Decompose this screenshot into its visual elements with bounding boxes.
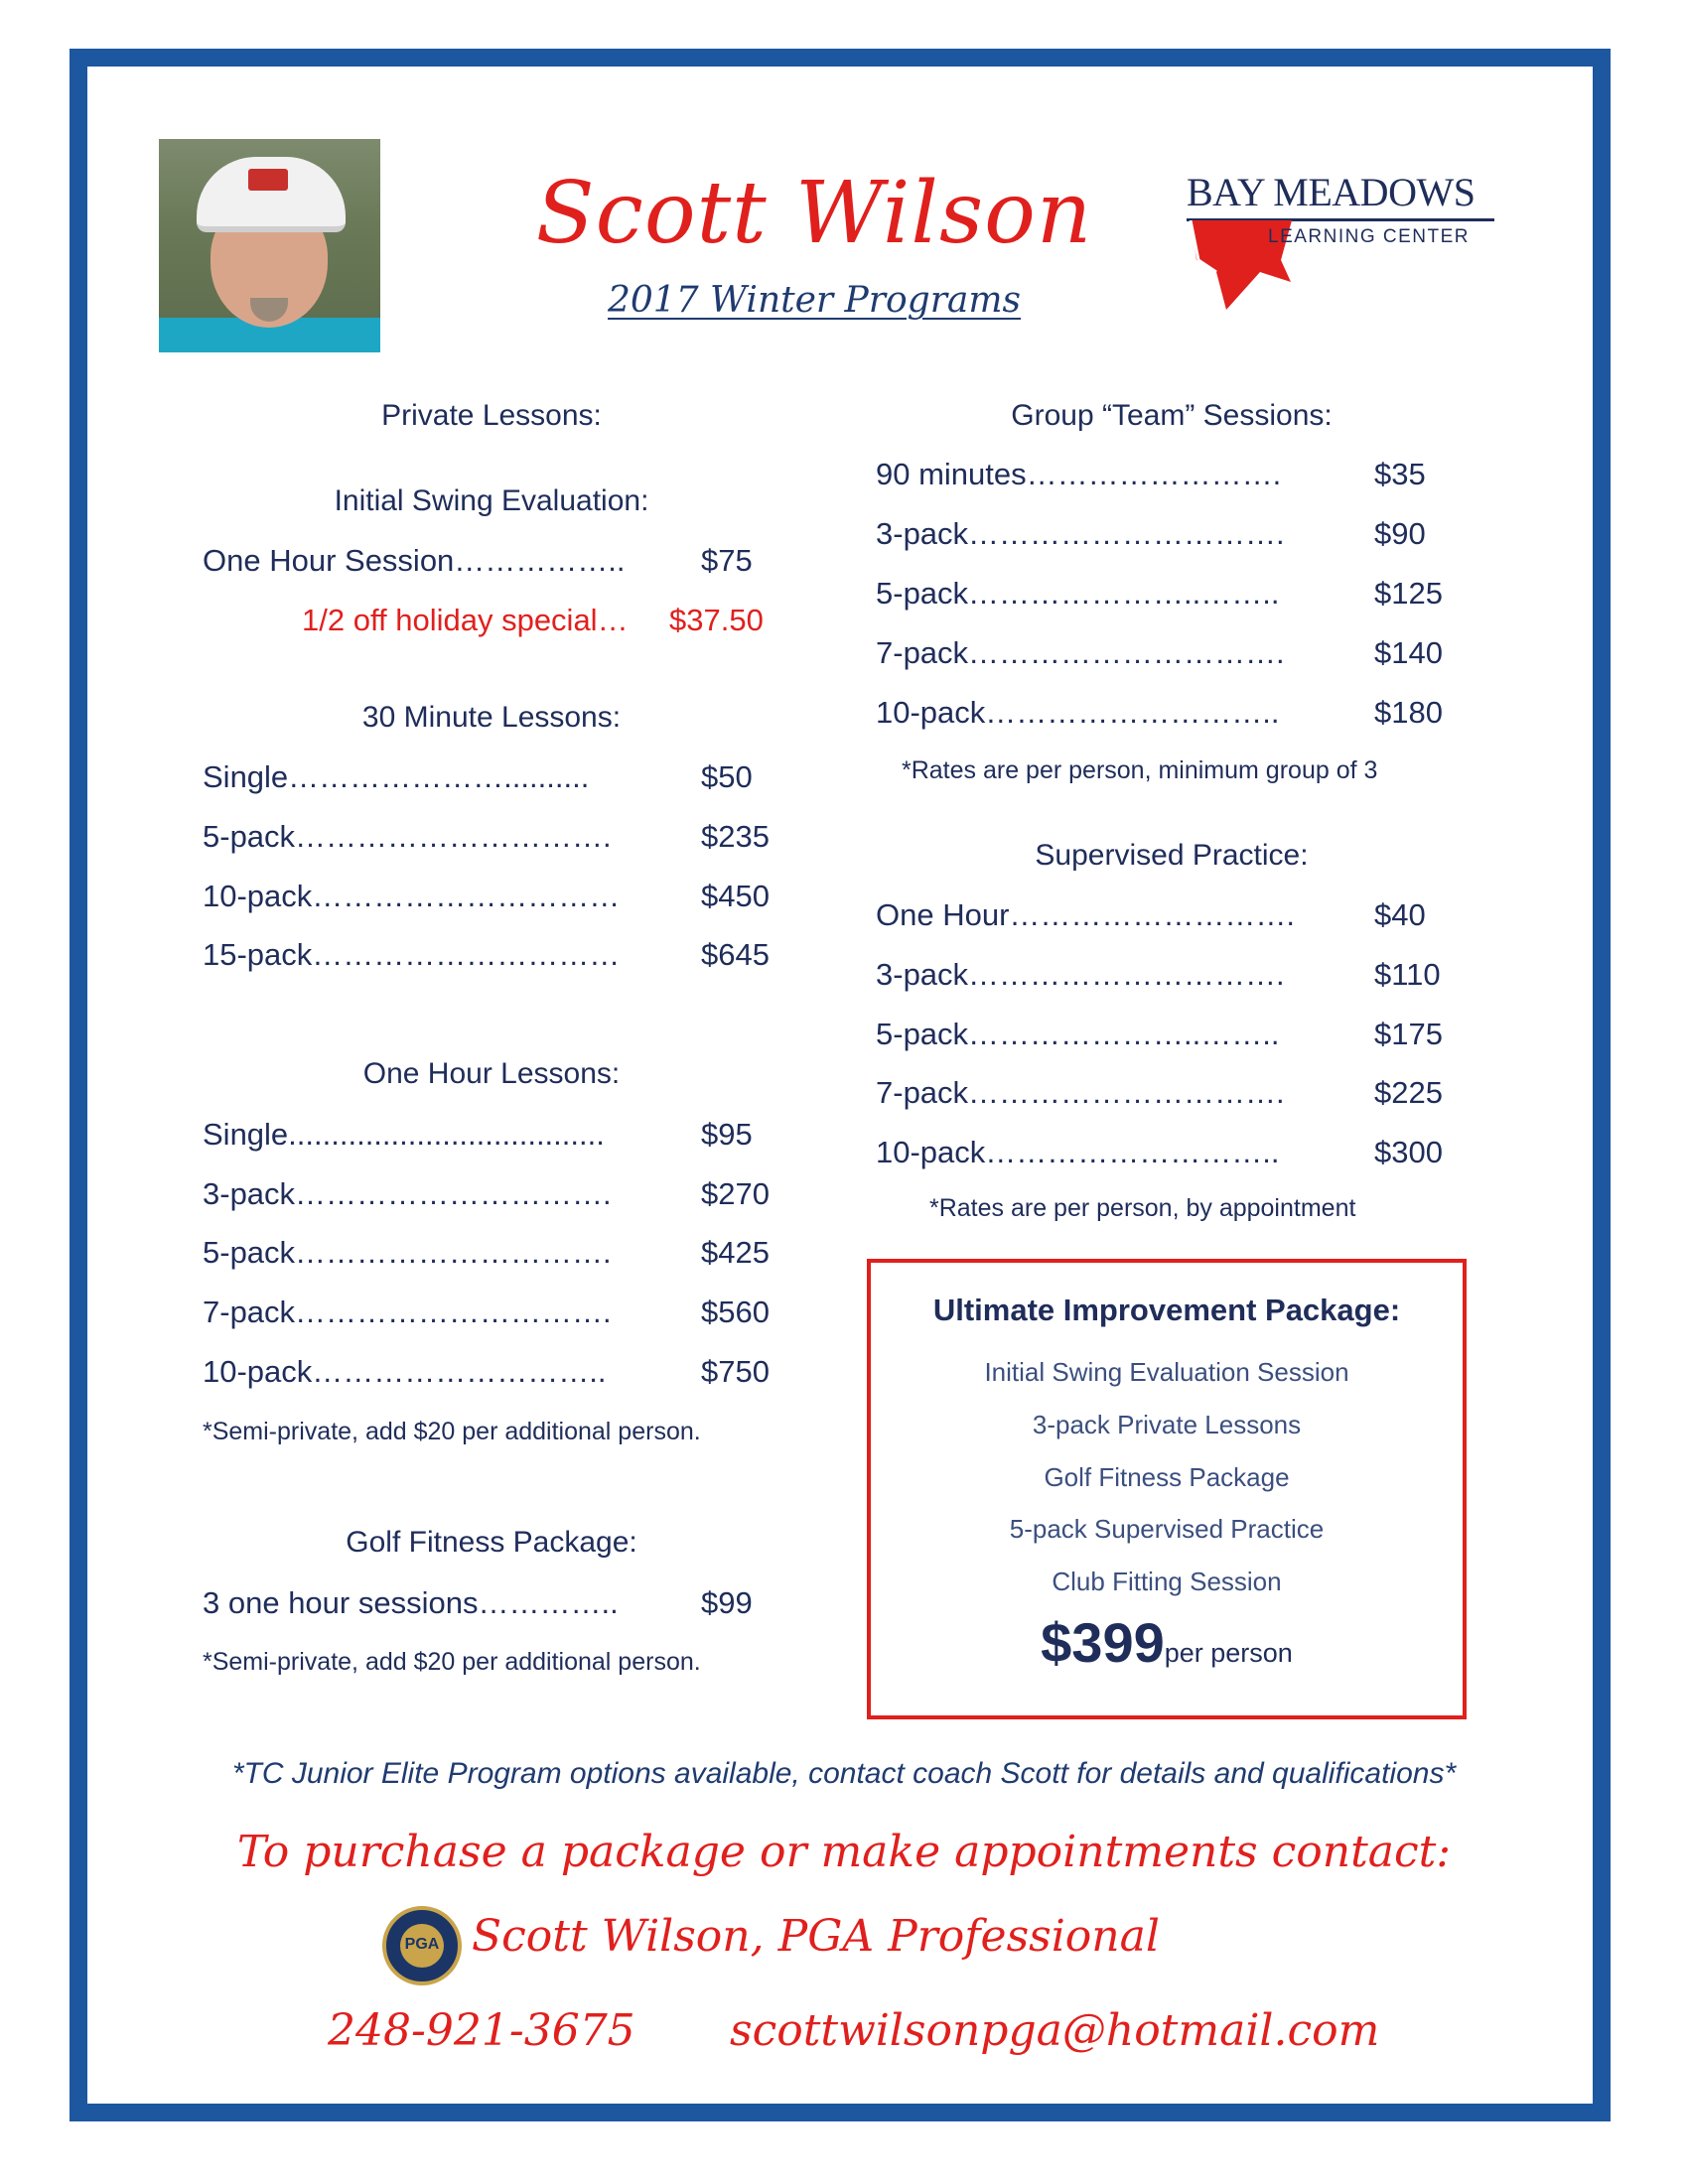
junior-program-note: *TC Junior Elite Program options available, contact coach Scott for details and qualifications* xyxy=(231,1757,1457,1790)
list-item: Initial Swing Evaluation Session xyxy=(984,1357,1349,1387)
pga-professional-name: Scott Wilson, PGA Professional xyxy=(472,1911,1160,1962)
email-link[interactable]: scottwilsonpga@hotmail.com xyxy=(730,2005,1380,2056)
semi-private-note: *Semi-private, add $20 per additional person. xyxy=(203,1648,701,1676)
page-subtitle: 2017 Winter Programs xyxy=(608,280,1021,321)
profile-photo xyxy=(159,139,380,352)
group-rates-note: *Rates are per person, minimum group of 3 xyxy=(902,756,1378,784)
bay-meadows-logo xyxy=(1187,169,1504,318)
ultimate-package-box xyxy=(867,1259,1467,1719)
supervised-rates-note: *Rates are per person, by appointment xyxy=(929,1194,1356,1222)
initial-evaluation-title: Initial Swing Evaluation: xyxy=(334,484,649,517)
list-item: 5-pack Supervised Practice xyxy=(1009,1514,1325,1544)
golf-fitness-title: Golf Fitness Package: xyxy=(346,1526,637,1559)
group-sessions-title: Group “Team” Sessions: xyxy=(1011,399,1333,432)
semi-private-note: *Semi-private, add $20 per additional person. xyxy=(203,1418,701,1445)
pga-seal-icon: PGA xyxy=(382,1906,462,1985)
list-item: Club Fitting Session xyxy=(1052,1567,1282,1596)
list-item: Golf Fitness Package xyxy=(1044,1462,1290,1492)
phone-number[interactable]: 248-921-3675 xyxy=(328,2005,635,2056)
thirty-minute-title: 30 Minute Lessons: xyxy=(361,701,622,734)
page-title: Scott Wilson xyxy=(535,164,1093,263)
logo-main-text: BAY MEADOWS xyxy=(1187,170,1476,214)
logo-sub-text: LEARNING CENTER xyxy=(1268,226,1471,247)
ultimate-package-title: Ultimate Improvement Package: xyxy=(932,1293,1401,1327)
list-item: 3-pack Private Lessons xyxy=(1032,1410,1302,1439)
private-lessons-title: Private Lessons: xyxy=(381,399,602,432)
supervised-practice-title: Supervised Practice: xyxy=(1035,839,1309,872)
ultimate-package-price: $399per person xyxy=(1041,1611,1293,1674)
one-hour-title: One Hour Lessons: xyxy=(362,1057,621,1090)
purchase-heading: To purchase a package or make appointments contact: xyxy=(236,1827,1452,1877)
